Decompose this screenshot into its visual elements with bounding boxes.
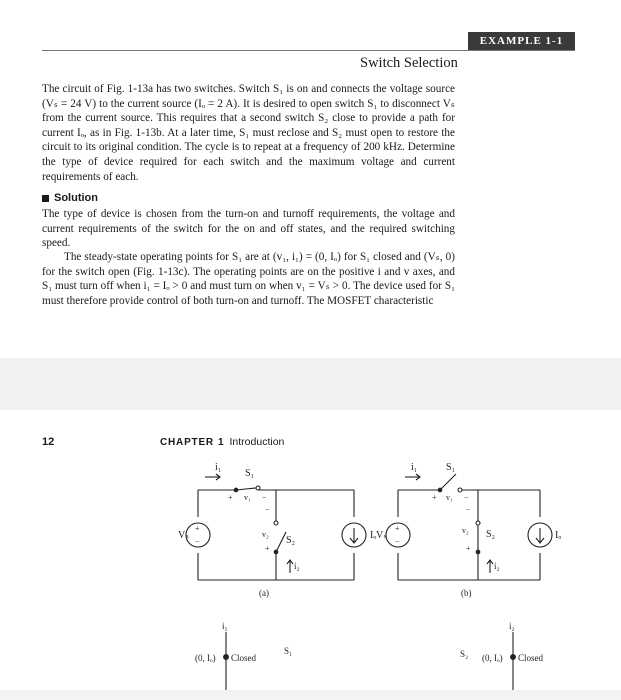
operating-point-labels <box>195 621 544 663</box>
vs-minus-a: − <box>195 537 200 546</box>
solution-heading <box>42 192 98 204</box>
label-S1-b: S₁ <box>446 462 456 473</box>
label-v2-a: v₂ <box>262 530 269 539</box>
page-number: 12 <box>42 436 55 448</box>
minus-a2: − <box>265 505 270 514</box>
label-Vs-b: Vₛ <box>376 530 387 541</box>
square-bullet-icon <box>42 195 49 202</box>
minus-a1: − <box>262 493 267 502</box>
solution-heading-text: Solution <box>54 192 98 204</box>
graph-point-left: (0, Iₒ) <box>195 653 216 663</box>
example-badge: EXAMPLE 1-1 <box>468 32 575 50</box>
label-S2-b: S₂ <box>486 529 496 540</box>
solution-paragraph-2: The steady-state operating points for S₁ are at (v₁, i₁) = (0, Iₒ) for S₁ closed and (Vₛ, 0) for the switch open (Fig. 1-13c). The operating points are on the positive i and v axes, and S₁ must turn off when i₁ = Iₒ > 0 and must turn on when v₁ = Vₛ > 0. The device used for S₁ must therefore provide control of both turn-on and turnoff. The MOSFET characteristic <box>42 251 455 307</box>
page-bottom-edge <box>0 690 621 700</box>
label-i2-a: i₂ <box>294 561 300 571</box>
plus-a2: + <box>265 544 270 553</box>
problem-paragraph: The circuit of Fig. 1-13a has two switches. Switch S₁ is on and connects the voltage source (Vₛ = 24 V) to the current source (Iₒ = 2 A). It is desired to open switch S₁ to disconnect Vₛ from the current source. This requires that a second switch S₂ close to provide a path for current Iₒ, as in Fig. 1-13b. At a later time, S₁ must reclose and S₂ must open to restore the circuit to its original condition. The cycle is to repeat at a frequency of 200 kHz. Determine the type of device required for each switch and the maximum voltage and current requirements of each. <box>42 83 455 183</box>
label-i1-a: i₁ <box>215 462 222 473</box>
book-page-bottom <box>0 410 621 700</box>
solution-paragraph-1: The type of device is chosen from the turn-on and turnoff requirements, the voltage and current requirements of the switch for the on and off states, and the required switching speed. <box>42 208 455 250</box>
label-S1-a: S₁ <box>245 468 255 479</box>
label-Io-b: Iₒ <box>555 530 562 541</box>
graph-label-i2: i₂ <box>509 621 515 631</box>
caption-b: (b) <box>461 588 472 598</box>
label-v2-b: v₂ <box>462 526 469 535</box>
chapter-title: Introduction <box>229 436 285 448</box>
vs-plus-b: + <box>395 524 400 533</box>
graph-closed-left: Closed <box>231 653 257 663</box>
graph-point-right: (0, Iₒ) <box>482 653 503 663</box>
label-i1-b: i₁ <box>411 462 418 473</box>
label-Io-a: Iₒ <box>370 530 377 541</box>
label-Vs-a: Vₛ <box>178 530 189 541</box>
section-title: Switch Selection <box>360 55 458 71</box>
label-i2-b: i₂ <box>494 561 500 571</box>
plus-a1: + <box>228 493 233 502</box>
header-rule <box>42 50 575 51</box>
label-v1-b: v₁ <box>446 493 453 502</box>
vs-minus-b: − <box>395 537 400 546</box>
vs-plus-a: + <box>195 524 200 533</box>
plus-b2: + <box>466 544 471 553</box>
circuit-figure <box>0 410 621 700</box>
minus-b1: − <box>464 493 469 502</box>
circuit-b <box>386 474 552 580</box>
circuit-a <box>186 474 366 580</box>
graph-label-i1: i₁ <box>222 621 228 631</box>
graph-S2: S₂ <box>460 649 469 659</box>
plus-b1: + <box>432 493 437 502</box>
graph-S1: S₁ <box>284 646 293 656</box>
page-gap <box>0 358 621 410</box>
minus-b2: − <box>466 505 471 514</box>
label-S2-a: S₂ <box>286 535 296 546</box>
caption-a: (a) <box>259 588 269 598</box>
label-v1-a: v₁ <box>244 493 251 502</box>
graph-closed-right: Closed <box>518 653 544 663</box>
chapter-number: 1 <box>217 437 224 448</box>
chapter-label: CHAPTER <box>160 437 214 448</box>
